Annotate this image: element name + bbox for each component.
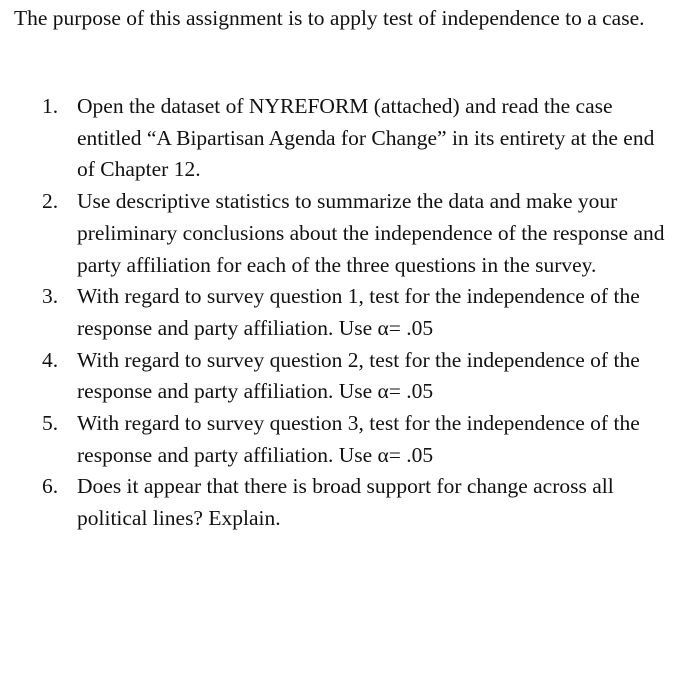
item-text: With regard to survey question 2, test for the independence of the response and party affiliation. Use α= .05: [77, 347, 640, 404]
list-item-4: [0, 345, 679, 408]
item-number: 3.: [42, 284, 59, 309]
item-text: With regard to survey question 3, test for the independence of the response and party affiliation. Use α= .05: [77, 411, 640, 467]
list-item-6: [0, 471, 679, 534]
item-text: Open the dataset of NYREFORM (attached) and read the case entitled “A Bipartisan Agenda for Change” in its entirety at the end of Chapter 12.: [77, 94, 655, 182]
item-text: Use descriptive statistics to summarize the data and make your preliminary conclusions about the independence of the response and party affiliation for each of the three questions in the survey.: [77, 189, 665, 277]
item-text: With regard to survey question 1, test for the independence of the response and party affiliation. Use α= .05: [77, 284, 640, 340]
item-number: 1.: [42, 94, 59, 118]
intro-paragraph: The purpose of this assignment is to apply test of independence to a case.: [14, 6, 645, 30]
item-number: 5.: [42, 411, 59, 436]
item-number: 2.: [42, 189, 59, 214]
list-item-1: [0, 91, 679, 186]
item-text: Does it appear that there is broad support for change across all political lines? Explain.: [77, 474, 614, 531]
item-number: 4.: [42, 347, 59, 372]
instructions-list: [0, 91, 679, 535]
list-item-2: [0, 186, 679, 281]
list-item-5: [0, 408, 679, 471]
item-number: 6.: [42, 474, 59, 499]
list-item-3: [0, 281, 679, 344]
